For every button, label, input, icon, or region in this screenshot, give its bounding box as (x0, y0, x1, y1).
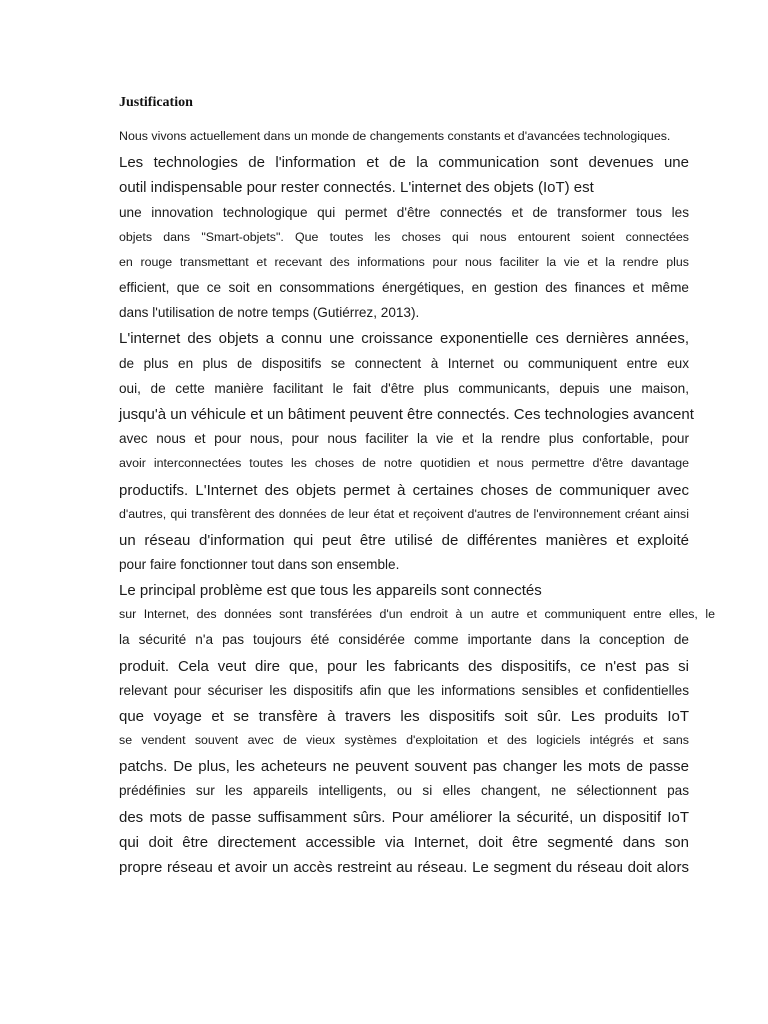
text-line: patchs. De plus, les acheteurs ne peuvent souvent pas changer les mots de passe (119, 758, 689, 775)
text-line: dans l'utilisation de notre temps (Gutiérrez, 2013). (119, 305, 420, 320)
text-line: de plus en plus de dispositifs se connectent à Internet ou communiquent entre eux (119, 356, 689, 371)
text-line: en rouge transmettant et recevant des informations pour nous faciliter la vie et la rendre plus (119, 255, 689, 269)
text-line: outil indispensable pour rester connectés. L'internet des objets (IoT) est (119, 179, 594, 196)
text-line: la sécurité n'a pas toujours été considérée comme importante dans la conception de (119, 632, 689, 647)
text-line: produit. Cela veut dire que, pour les fabricants des dispositifs, ce n'est pas si (119, 658, 689, 675)
text-line: efficient, que ce soit en consommations énergétiques, en gestion des finances et même (119, 280, 689, 295)
text-line: propre réseau et avoir un accès restreint au réseau. Le segment du réseau doit alors (119, 859, 689, 876)
text-line: Les technologies de l'information et de la communication sont devenues une (119, 154, 689, 171)
text-line: productifs. L'Internet des objets permet à certaines choses de communiquer avec (119, 482, 689, 499)
text-line: avec nous et pour nous, pour nous faciliter la vie et la rendre plus confortable, pour (119, 431, 689, 446)
text-line: oui, de cette manière facilitant le fait d'être plus communicants, depuis une maison, (119, 381, 689, 396)
text-line: un réseau d'information qui peut être utilisé de différentes manières et exploité (119, 532, 689, 549)
section-heading: Justification (119, 95, 193, 110)
text-line: des mots de passe suffisamment sûrs. Pour améliorer la sécurité, un dispositif IoT (119, 809, 689, 826)
text-line: prédéfinies sur les appareils intelligents, ou si elles changent, ne sélectionnent pas (119, 783, 689, 798)
text-line: objets dans "Smart-objets". Que toutes les choses qui nous entourent soient connectées (119, 230, 689, 244)
text-line: Le principal problème est que tous les appareils sont connectés (119, 582, 542, 599)
text-line: d'autres, qui transfèrent des données de leur état et reçoivent d'autres de l'environnement créant ainsi (119, 507, 689, 521)
text-line: jusqu'à un véhicule et un bâtiment peuvent être connectés. Ces technologies avancent (119, 406, 694, 423)
text-line: qui doit être directement accessible via Internet, doit être segmenté dans son (119, 834, 689, 851)
text-line: que voyage et se transfère à travers les dispositifs soit sûr. Les produits IoT (119, 708, 689, 725)
text-line: pour faire fonctionner tout dans son ensemble. (119, 557, 400, 572)
text-line: relevant pour sécuriser les dispositifs afin que les informations sensibles et confidentielles (119, 683, 689, 698)
text-line: avoir interconnectées toutes les choses de notre quotidien et nous permettre d'être davantage (119, 456, 689, 470)
text-line: L'internet des objets a connu une croissance exponentielle ces dernières années, (119, 330, 689, 347)
text-line: Nous vivons actuellement dans un monde de changements constants et d'avancées technologiques. (119, 129, 671, 143)
text-line: une innovation technologique qui permet d'être connectés et de transformer tous les (119, 205, 689, 220)
text-line: sur Internet, des données sont transférées d'un endroit à un autre et communiquent entre elles, le (119, 607, 715, 621)
text-line: se vendent souvent avec de vieux systèmes d'exploitation et des logiciels intégrés et sans (119, 733, 689, 747)
